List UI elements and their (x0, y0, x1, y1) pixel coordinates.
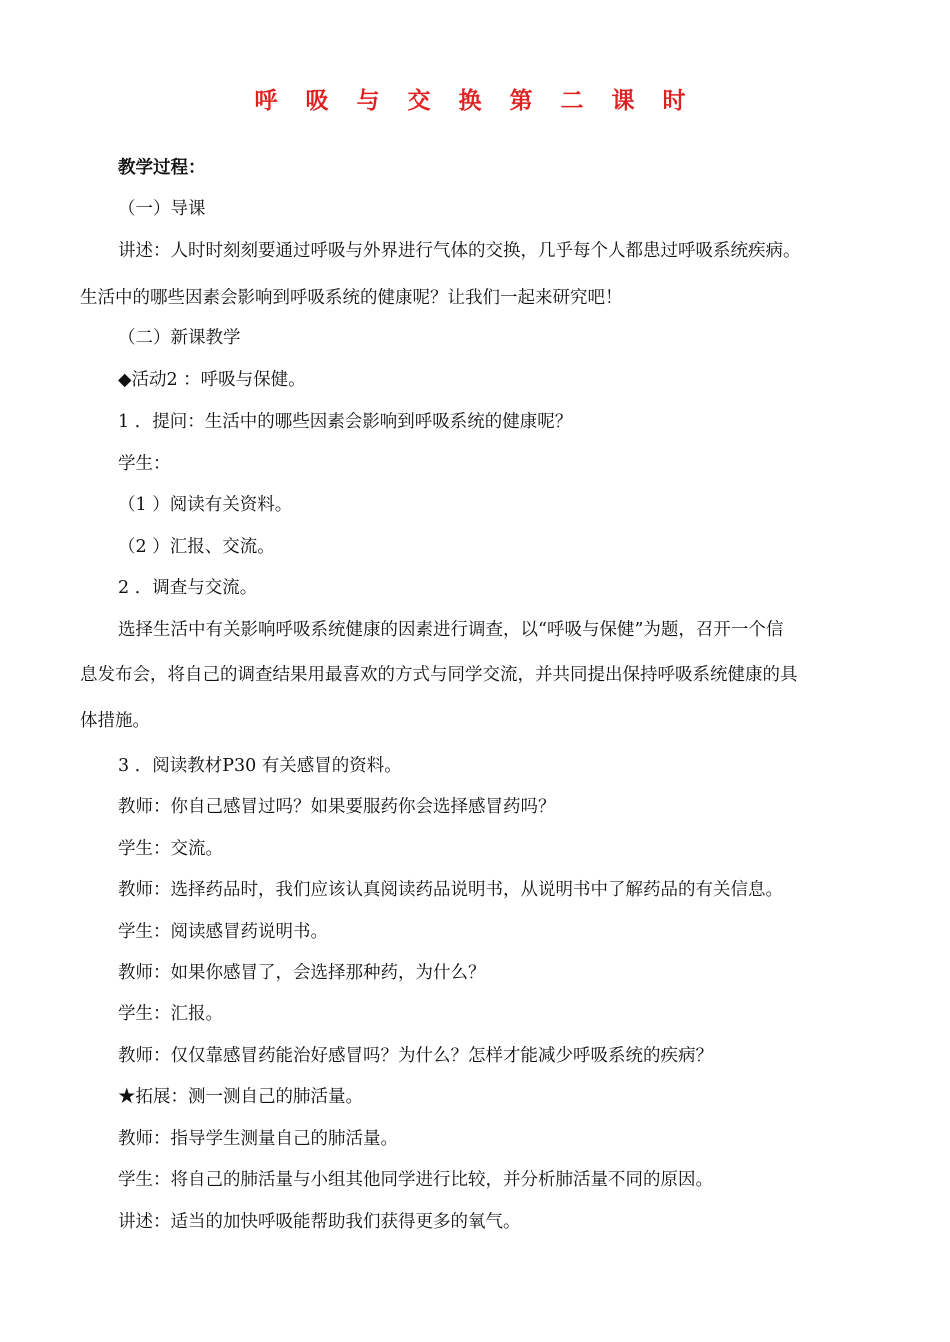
paragraph: 息发布会，将自己的调查结果用最喜欢的方式与同学交流，并共同提出保持呼吸系统健康的具 (80, 665, 798, 685)
paragraph: 讲述：适当的加快呼吸能帮助我们获得更多的氧气。 (118, 1212, 521, 1232)
paragraph: 选择生活中有关影响呼吸系统健康的因素进行调查，以“呼吸与保健”为题，召开一个信 (118, 620, 784, 640)
paragraph: 学生：汇报。 (118, 1004, 223, 1024)
paragraph: 学生：交流。 (118, 839, 223, 859)
paragraph: 教师：仅仅靠感冒药能治好感冒吗？为什么？怎样才能减少呼吸系统的疾病？ (118, 1046, 713, 1066)
paragraph: 教师：选择药品时，我们应该认真阅读药品说明书，从说明书中了解药品的有关信息。 (118, 880, 783, 900)
paragraph: 教师：如果你感冒了，会选择那种药，为什么？ (118, 963, 486, 983)
paragraph: 体措施。 (80, 711, 150, 731)
paragraph: 学生：将自己的肺活量与小组其他同学进行比较，并分析肺活量不同的原因。 (118, 1170, 713, 1190)
paragraph: 1 ．提问：生活中的哪些因素会影响到呼吸系统的健康呢？ (118, 412, 573, 432)
paragraph: （二）新课教学 (118, 328, 241, 348)
paragraph: 讲述：人时时刻刻要通过呼吸与外界进行气体的交换，几乎每个人都患过呼吸系统疾病。 (118, 241, 801, 261)
paragraph: （一）导课 (118, 199, 206, 219)
section-heading: 教学过程： (118, 158, 206, 178)
paragraph: ★拓展：测一测自己的肺活量。 (118, 1087, 363, 1107)
paragraph: 学生：阅读感冒药说明书。 (118, 922, 328, 942)
paragraph: 2 ．调查与交流。 (118, 578, 258, 598)
paragraph: 教师：指导学生测量自己的肺活量。 (118, 1129, 398, 1149)
paragraph: （2 ）汇报、交流。 (118, 537, 275, 557)
paragraph: 生活中的哪些因素会影响到呼吸系统的健康呢？让我们一起来研究吧！ (80, 288, 623, 308)
paragraph: （1 ）阅读有关资料。 (118, 495, 293, 515)
paragraph: ◆活动2 ：呼吸与保健。 (118, 370, 306, 390)
document-title: 呼 吸 与 交 换 第 二 课 时 (254, 87, 696, 114)
paragraph: 教师：你自己感冒过吗？如果要服药你会选择感冒药吗？ (118, 797, 556, 817)
paragraph: 学生： (118, 454, 171, 474)
paragraph: 3 ．阅读教材P30 有关感冒的资料。 (118, 756, 402, 776)
